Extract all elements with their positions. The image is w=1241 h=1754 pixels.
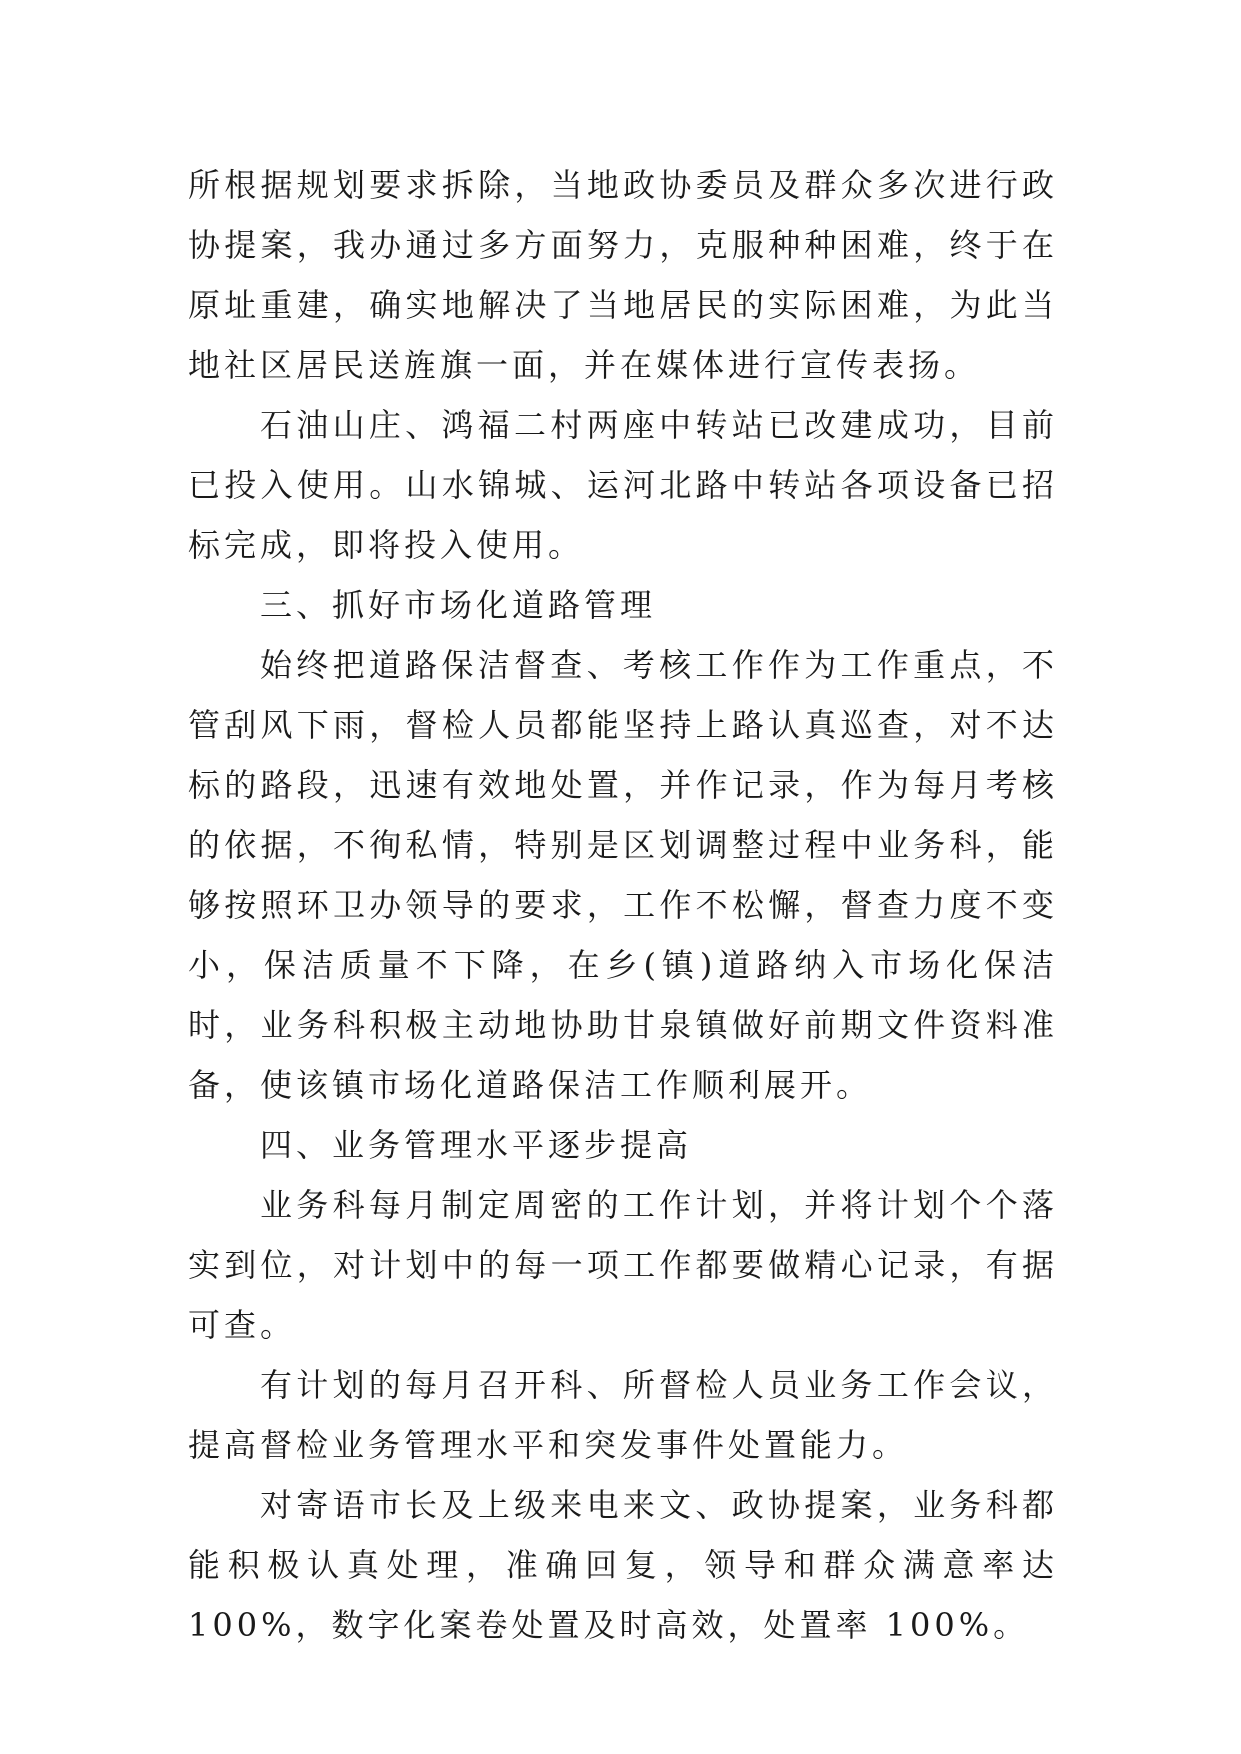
paragraph-transfer-stations: 石油山庄、鸿福二村两座中转站已改建成功，目前已投入使用。山水锦城、运河北路中转站各项设备已招标完成，即将投入使用。 — [188, 406, 1058, 564]
paragraph-road-inspection: 始终把道路保洁督查、考核工作作为工作重点，不管刮风下雨，督检人员都能坚持上路认真巡查，对不达标的路段，迅速有效地处置，并作记录，作为每月考核的依据，不徇私情，特别是区划调整过程中业务科，能够按照环卫办领导的要求，工作不松懈，督查力度不变小，保洁质量不下降，在乡(镇)道路纳入市场化保洁时，业务科积极主动地协助甘泉镇做好前期文件资料准备，使该镇市场化道路保洁工作顺利展开。 — [188, 646, 1058, 1104]
paragraph-continuation: 所根据规划要求拆除，当地政协委员及群众多次进行政协提案，我办通过多方面努力，克服种种困难，终于在原址重建，确实地解决了当地居民的实际困难，为此当地社区居民送旌旗一面，并在媒体进行宣传表扬。 — [188, 166, 1058, 384]
section-heading-4: 四、业务管理水平逐步提高 — [260, 1126, 693, 1164]
document-body — [188, 155, 1058, 1655]
paragraph-satisfaction: 对寄语市长及上级来电来文、政协提案，业务科都能积极认真处理，准确回复，领导和群众满意率达 100%，数字化案卷处置及时高效，处置率 100%。 — [188, 1486, 1058, 1644]
paragraph-meetings: 有计划的每月召开科、所督检人员业务工作会议，提高督检业务管理水平和突发事件处置能力。 — [188, 1366, 1058, 1464]
paragraph-work-plan: 业务科每月制定周密的工作计划，并将计划个个落实到位，对计划中的每一项工作都要做精心记录，有据可查。 — [188, 1186, 1058, 1344]
section-heading-3: 三、抓好市场化道路管理 — [260, 586, 657, 624]
